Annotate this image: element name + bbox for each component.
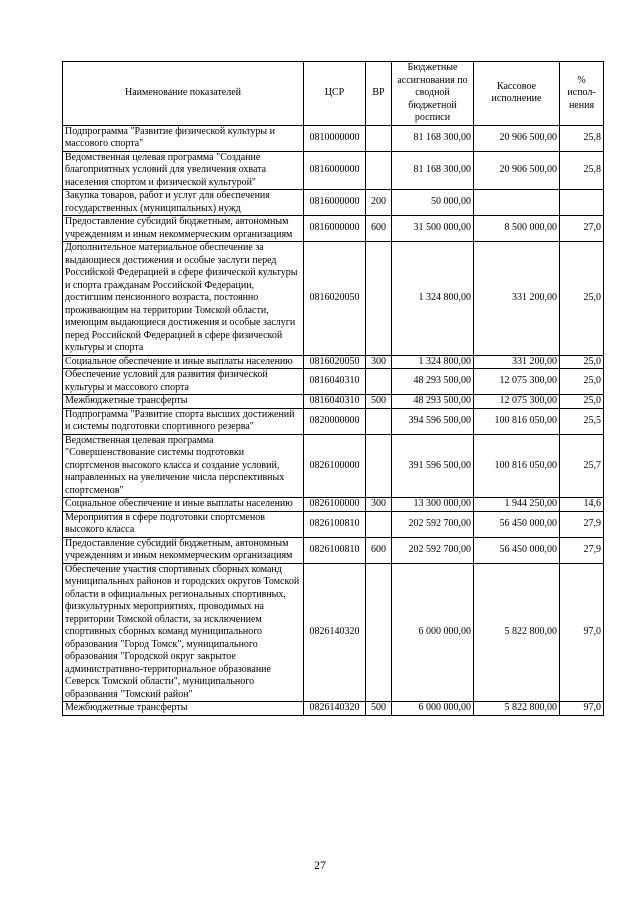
cell-budget: 394 596 500,00 [392,408,474,434]
cell-cash [474,190,560,216]
cell-cash: 5 822 800,00 [474,563,560,702]
cell-vr: 600 [366,537,392,563]
table-row [63,702,604,716]
table-header-row [63,62,604,126]
header-csr: ЦСР [304,62,366,126]
table-row [63,511,604,537]
cell-vr: 500 [366,395,392,409]
cell-budget: 81 168 300,00 [392,125,474,151]
header-pct: % испол-нения [560,62,604,126]
cell-vr [366,434,392,498]
cell-csr: 0826140320 [304,702,366,716]
cell-cash: 331 200,00 [474,355,560,369]
cell-csr: 0816000000 [304,151,366,190]
cell-csr: 0816040310 [304,369,366,395]
cell-name: Обеспечение участия спортивных сборных команд муниципальных районов и городских округов Томской области в официальных региональных спортивных, физкультурных мероприятиях, проводимых на территории Томской области, за исключением спортивных сборных команд муниципального образования "Город Томск", муниципального образования "Городской округ закрытое административно-территориальное образование Северск Томской области", муниципального образования "Томский район" [63,563,304,702]
cell-cash: 100 816 050,00 [474,408,560,434]
cell-csr: 0826100000 [304,434,366,498]
cell-budget: 13 300 000,00 [392,498,474,512]
cell-name: Закупка товаров, работ и услуг для обеспечения государственных (муниципальных) нужд [63,190,304,216]
cell-vr: 300 [366,498,392,512]
cell-pct: 97,0 [560,702,604,716]
cell-vr [366,242,392,356]
cell-csr: 0826100810 [304,537,366,563]
cell-pct: 25,0 [560,369,604,395]
cell-name: Подпрограмма "Развитие физической культуры и массового спорта" [63,125,304,151]
cell-pct: 97,0 [560,563,604,702]
cell-cash: 100 816 050,00 [474,434,560,498]
table-row [63,537,604,563]
header-cash: Кассовое исполнение [474,62,560,126]
cell-name: Ведомственная целевая программа "Совершенствование системы подготовки спортсменов высокого класса и создание условий, направленных на увеличение числа перспективных спортсменов" [63,434,304,498]
cell-budget: 6 000 000,00 [392,702,474,716]
cell-pct: 14,6 [560,498,604,512]
cell-csr: 0820000000 [304,408,366,434]
header-name: Наименование показателей [63,62,304,126]
page-number: 27 [314,858,326,872]
cell-csr: 0816000000 [304,190,366,216]
cell-name: Социальное обеспечение и иные выплаты населению [63,498,304,512]
table-body [63,125,604,715]
cell-csr: 0816020050 [304,242,366,356]
header-budget: Бюджетные ассигнования по сводной бюджетной росписи [392,62,474,126]
cell-budget: 202 592 700,00 [392,511,474,537]
cell-pct: 25,0 [560,395,604,409]
cell-budget: 1 324 800,00 [392,242,474,356]
cell-pct: 27,9 [560,511,604,537]
cell-budget: 50 000,00 [392,190,474,216]
cell-csr: 0816000000 [304,216,366,242]
cell-vr [366,408,392,434]
table-row [63,355,604,369]
table-row [63,408,604,434]
cell-pct: 25,0 [560,242,604,356]
cell-vr [366,511,392,537]
cell-vr: 600 [366,216,392,242]
cell-csr: 0816040310 [304,395,366,409]
cell-vr: 200 [366,190,392,216]
cell-pct: 25,0 [560,355,604,369]
budget-execution-table [62,61,604,716]
cell-name: Подпрограмма "Развитие спорта высших достижений и системы подготовки спортивного резерва" [63,408,304,434]
cell-name: Социальное обеспечение и иные выплаты населению [63,355,304,369]
cell-budget: 48 293 500,00 [392,369,474,395]
cell-cash: 56 450 000,00 [474,511,560,537]
cell-csr: 0826140320 [304,563,366,702]
cell-pct: 25,5 [560,408,604,434]
cell-cash: 20 906 500,00 [474,125,560,151]
cell-budget: 31 500 000,00 [392,216,474,242]
table-row [63,242,604,356]
cell-cash: 5 822 800,00 [474,702,560,716]
cell-cash: 12 075 300,00 [474,395,560,409]
table-row [63,369,604,395]
cell-pct: 25,8 [560,151,604,190]
cell-budget: 391 596 500,00 [392,434,474,498]
cell-pct: 27,9 [560,537,604,563]
cell-csr: 0816020050 [304,355,366,369]
cell-vr [366,369,392,395]
cell-budget: 1 324 800,00 [392,355,474,369]
cell-cash: 8 500 000,00 [474,216,560,242]
cell-csr: 0810000000 [304,125,366,151]
cell-csr: 0826100810 [304,511,366,537]
cell-pct [560,190,604,216]
cell-name: Межбюджетные трансферты [63,395,304,409]
table-row [63,216,604,242]
cell-cash: 20 906 500,00 [474,151,560,190]
cell-vr [366,151,392,190]
cell-cash: 56 450 000,00 [474,537,560,563]
cell-vr: 300 [366,355,392,369]
cell-name: Мероприятия в сфере подготовки спортсменов высокого класса [63,511,304,537]
cell-cash: 331 200,00 [474,242,560,356]
cell-pct: 25,8 [560,125,604,151]
cell-name: Дополнительное материальное обеспечение за выдающиеся достижения и особые заслуги перед Российской Федерацией в сфере физической культуры и спорта гражданам Российской Федерации, достигшим пенсионного возраста, постоянно проживающим на территории Томской области, имеющим выдающиеся достижения и особые заслуги перед Российской Федерацией в сфере физической культуры и спорта [63,242,304,356]
table-row [63,434,604,498]
cell-pct: 27,0 [560,216,604,242]
table-row [63,190,604,216]
table-row [63,125,604,151]
table-row [63,151,604,190]
cell-csr: 0826100000 [304,498,366,512]
table-row [63,498,604,512]
table-row [63,563,604,702]
cell-budget: 202 592 700,00 [392,537,474,563]
cell-vr [366,125,392,151]
cell-budget: 81 168 300,00 [392,151,474,190]
header-vr: ВР [366,62,392,126]
cell-name: Предоставление субсидий бюджетным, автономным учреждениям и иным некоммерческим организациям [63,216,304,242]
cell-name: Обеспечение условий для развития физической культуры и массового спорта [63,369,304,395]
table-row [63,395,604,409]
cell-cash: 12 075 300,00 [474,369,560,395]
cell-budget: 48 293 500,00 [392,395,474,409]
cell-name: Ведомственная целевая программа "Создание благоприятных условий для увеличения охвата населения спортом и физической культурой" [63,151,304,190]
cell-vr [366,563,392,702]
cell-budget: 6 000 000,00 [392,563,474,702]
cell-pct: 25,7 [560,434,604,498]
cell-name: Межбюджетные трансферты [63,702,304,716]
cell-cash: 1 944 250,00 [474,498,560,512]
cell-vr: 500 [366,702,392,716]
cell-name: Предоставление субсидий бюджетным, автономным учреждениям и иным некоммерческим организациям [63,537,304,563]
